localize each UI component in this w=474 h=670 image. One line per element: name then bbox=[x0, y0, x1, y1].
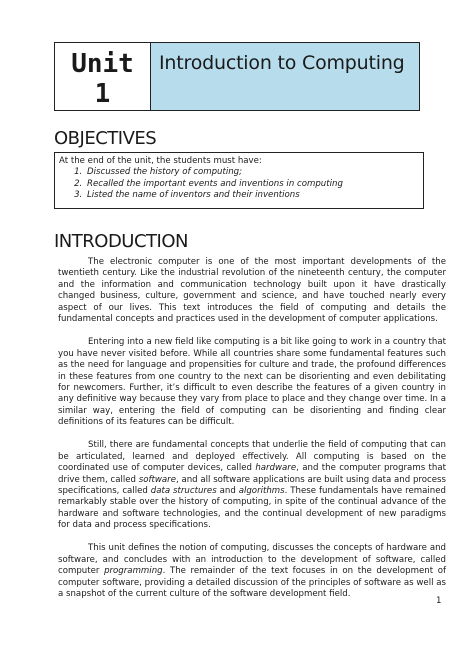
objective-item: 1. Discussed the history of computing; bbox=[85, 167, 423, 178]
objectives-list bbox=[59, 167, 423, 201]
introduction-paragraph: This unit defines the notion of computing, discusses the concepts of hardware and software, and concludes with an introduction to the development of software, called computer programming. The remainder of the text focuses in on the development of computer software, providing a detailed discussion of the principles of software as well as a snapshot of the current culture of the software development field. bbox=[58, 543, 446, 600]
objective-item: 3. Listed the name of inventors and their inventions bbox=[85, 190, 423, 201]
objectives-heading: OBJECTIVES bbox=[54, 128, 157, 149]
introduction-body bbox=[58, 257, 446, 612]
emphasized-term: software bbox=[138, 474, 176, 485]
introduction-paragraph: Still, there are fundamental concepts that underlie the field of computing that can be articulated, learned and deployed effectively. All computing is based on the coordinated use of computer devices, called hardware, and the computer programs that drive them, called software, and all software applications are built using data and process specifications, called data structures and algorithms. These fundamentals have remained remarkably stable over the history of computing, in spite of the continual advance of the hardware and software technologies, and the continual development of new paradigms for data and process specifications. bbox=[58, 440, 446, 531]
unit-number: 1 bbox=[94, 79, 111, 109]
emphasized-term: algorithms bbox=[238, 486, 285, 497]
emphasized-term: data structures bbox=[150, 486, 217, 497]
emphasized-term: programming bbox=[104, 566, 163, 577]
introduction-paragraph: The electronic computer is one of the most important developments of the twentieth century. Like the industrial revolution of the nineteenth century, the computer and the information and communication technology built upon it have drastically changed business, culture, government and science, and have touched nearly every aspect of our lives. This text introduces the field of computing and details the fundamental concepts and practices used in the development of computer applications. bbox=[58, 257, 446, 325]
unit-title-box bbox=[150, 42, 420, 111]
objectives-box bbox=[54, 152, 424, 209]
unit-word: Unit bbox=[71, 49, 134, 79]
unit-label-box bbox=[54, 42, 151, 111]
page-number: 1 bbox=[436, 596, 442, 606]
objective-item: 2. Recalled the important events and inventions in computing bbox=[85, 179, 423, 190]
introduction-heading: INTRODUCTION bbox=[54, 231, 188, 252]
emphasized-term: hardware bbox=[255, 463, 297, 474]
introduction-paragraph: Entering into a new field like computing is a bit like going to work in a country that you have never visited before. While all countries share some fundamental features such as the need for language and propensities for culture and trade, the profound differences in these features from one country to the next can be disorienting and even debilitating for newcomers. Further, it’s difficult to even describe the features of a given country in any definitive way because they vary from place to place and they change over time. In a similar way, entering the field of computing can be disorienting and finding clear definitions of its features can be difficult. bbox=[58, 337, 446, 428]
objectives-intro: At the end of the unit, the students must have: bbox=[59, 156, 262, 166]
unit-title: Introduction to Computing bbox=[159, 52, 405, 74]
